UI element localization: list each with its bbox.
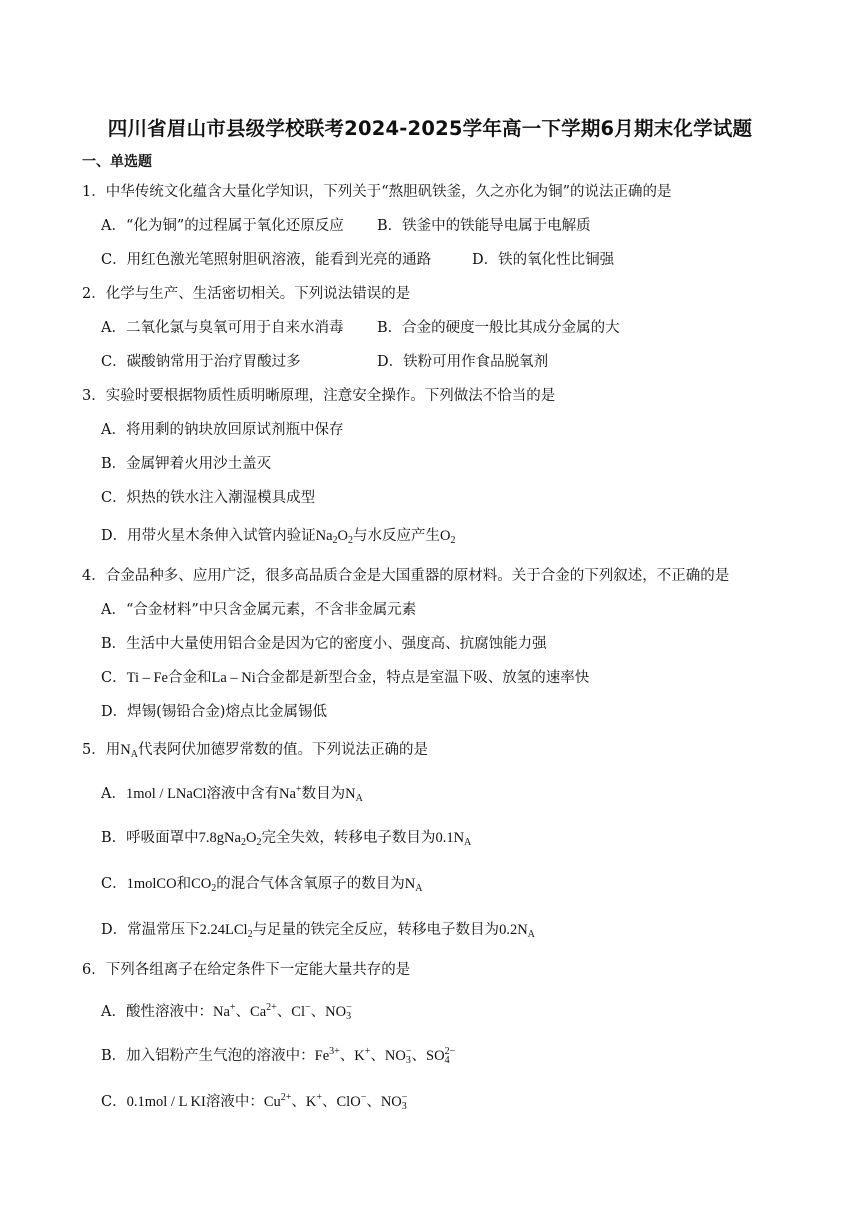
question-1-option-c[interactable]: C．用红色激光笔照射胆矾溶液，能看到光亮的通路: [101, 252, 432, 268]
question-4-option-d[interactable]: D．焊锡(锡铅合金)熔点比金属锡低: [101, 704, 327, 720]
question-3-stem: 3．实验时要根据物质性质明晰原理，注意安全操作。下列做法不恰当的是: [82, 388, 556, 404]
question-1-stem: 1．中华传统文化蕴含大量化学知识，下列关于“熬胆矾铁釜，久之亦化为铜”的说法正确的是: [82, 184, 672, 200]
question-1-option-d[interactable]: D．铁的氧化性比铜强: [472, 252, 615, 268]
section-heading: 一、单选题: [82, 154, 152, 170]
ion-na-plus: Na+: [279, 784, 302, 802]
question-1-option-b[interactable]: B．铁釜中的铁能导电属于电解质: [377, 218, 591, 234]
question-5-option-c[interactable]: C．1molCO和$CO_2$的混合气体含氧原子的数目为$N_A$: [101, 876, 423, 894]
exam-title: 四川省眉山市县级学校联考2024-2025学年高一下学期6月期末化学试题: [107, 117, 753, 140]
symbol-na: $N_A$: [120, 742, 138, 760]
question-5-option-b[interactable]: B．呼吸面罩中$7.8gNa_2O_2$完全失效，转移电子数目为$0.1N_A$: [101, 830, 472, 848]
question-4-option-b[interactable]: B．生活中大量使用铝合金是因为它的密度小、强度高、抗腐蚀能力强: [101, 636, 547, 652]
question-3-option-c[interactable]: C．炽热的铁水注入潮湿模具成型: [101, 490, 316, 506]
formula-co2: $CO_2$: [191, 876, 217, 894]
question-4-option-a[interactable]: A．“合金材料”中只含金属元素，不含非金属元素: [101, 602, 417, 618]
question-6-option-b[interactable]: B．加入铝粉产生气泡的溶液中：$Fe^{3+}$、K+、$NO_3^-$、$SO_4^{2-}$: [101, 1046, 456, 1066]
question-2-option-a[interactable]: A．二氧化氯与臭氧可用于自来水消毒: [101, 320, 344, 336]
question-3-option-d[interactable]: D．用带火星木条伸入试管内验证$Na_2O_2$与水反应产生$O_2$: [101, 528, 456, 546]
formula-o2: $O_2$: [440, 528, 456, 546]
question-4-option-c[interactable]: C．Ti – Fe合金和La – Ni合金都是新型合金，特点是室温下吸、放氢的速率快: [101, 670, 590, 686]
question-3-option-b[interactable]: B．金属钾着火用沙土盖灭: [101, 456, 272, 472]
formula-na2o2: $Na_2O_2$: [315, 528, 354, 546]
question-1-option-a[interactable]: A．“化为铜”的过程属于氧化还原反应: [101, 218, 344, 234]
question-2-stem: 2．化学与生产、生活密切相关。下列说法错误的是: [82, 286, 411, 302]
question-2-option-c[interactable]: C．碳酸钠常用于治疗胃酸过多: [101, 354, 301, 370]
question-2-option-d[interactable]: D．铁粉可用作食品脱氧剂: [377, 354, 549, 370]
question-6-option-a[interactable]: A．酸性溶液中：Na+、$Ca^{2+}$、Cl−、$NO_3^-$: [101, 1002, 352, 1022]
question-3-option-a[interactable]: A．将用剩的钠块放回原试剂瓶中保存: [101, 422, 344, 438]
question-4-stem: 4．合金品种多、应用广泛，很多高品质合金是大国重器的原材料。关于合金的下列叙述，不正确的是: [82, 568, 730, 584]
question-5-stem: 5．用$N_A$代表阿伏加德罗常数的值。下列说法正确的是: [82, 742, 428, 760]
question-6-option-c[interactable]: C．0.1mol / L KI溶液中：$Cu^{2+}$、K+、ClO−、$NO_3^-$: [101, 1092, 408, 1112]
question-6-stem: 6．下列各组离子在给定条件下一定能大量共存的是: [82, 962, 411, 978]
question-5-option-d[interactable]: D．常温常压下2.24LCl$_2$与足量的铁完全反应，转移电子数目为$0.2N_A$: [101, 922, 535, 940]
question-2-option-b[interactable]: B．合金的硬度一般比其成分金属的大: [377, 320, 620, 336]
question-5-option-a[interactable]: A．1mol / LNaCl溶液中含有Na+数目为$N_A$: [101, 784, 363, 804]
